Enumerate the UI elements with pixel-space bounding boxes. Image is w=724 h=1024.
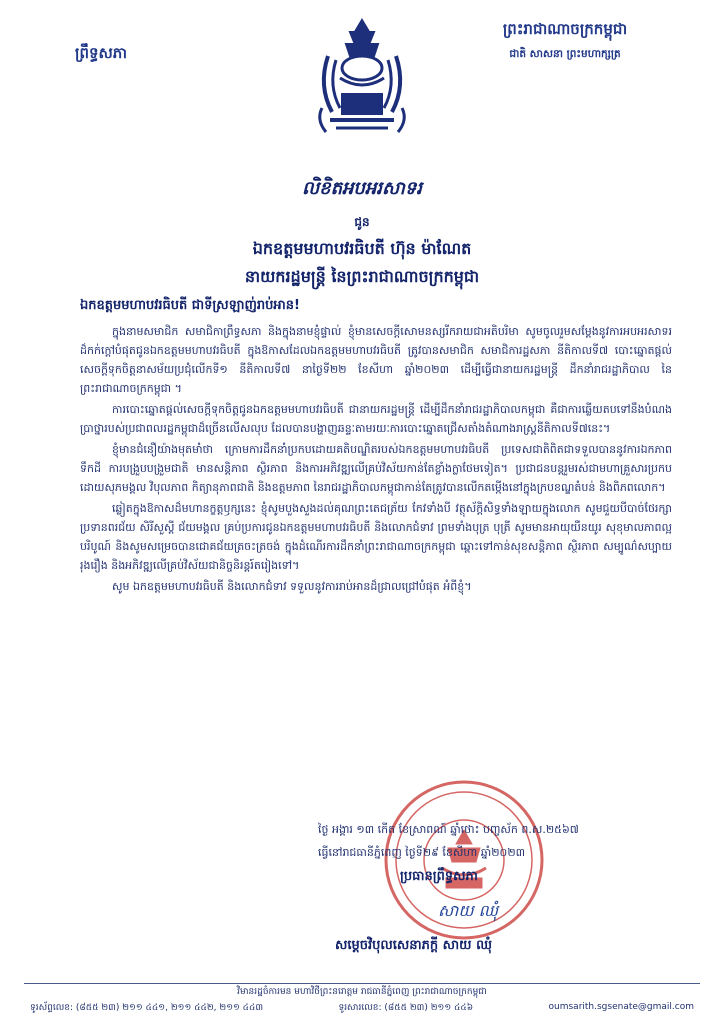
- signer-name: សម្តេចវិបុលសេនាភក្តី សាយ ឈុំ: [335, 938, 492, 953]
- footer-contact: [30, 1002, 694, 1015]
- paragraph-4: ឆ្លៀតក្នុងឱកាសដ៏មហានក្ខត្តឫក្សនេះ ខ្ញុំសូមបួងសួងដល់គុណព្រះតេជត្រ័យ កែវទាំងបី វត្ថុស័ក្តិសិទ្ធទាំងឡាយក្នុងលោក សូមជួយបីបាច់ថែរក្សាប្រទានពរជ័យ សិរីសួស្តី ជ័យមង្គល គ្រប់ប្រការជូនឯកឧត្តមមហាបវរធិបតី និងលោកជំទាវ ព្រមទាំងបុត្រ បុត្រី សូមមានអាយុយឺនយូរ សុខុមាលភាពល្អបរិបូណ៍ និងសូមសម្រេចបានជោគជ័យត្រចះត្រចង់ ក្នុងដំណើរការដឹកនាំព្រះរាជាណាចក្រកម្ពុជា ឆ្ពោះទៅកាន់សុខសន្តិភាព ស្ថិរភាព សម្បូណ៌សប្បាយ រុងរឿង និងអភិវឌ្ឍលើគ្រប់វិស័យជានិច្ចនិរន្តរ៍តរៀងទៅ។: [80, 502, 672, 572]
- paragraph-5: សូម ឯកឧត្តមមហាបវរធិបតី និងលោកជំទាវ ទទួលនូវការរាប់អានដ៏ជ្រាលជ្រៅបំផុត អំពីខ្ញុំ។: [112, 580, 472, 593]
- motto-label: ជាតិ សាសនា ព្រះមហាក្សត្រ: [509, 48, 621, 60]
- letter-body: [80, 322, 672, 598]
- paragraph-2: ការបោះឆ្នោតផ្តល់សេចក្តីទុកចិត្តជូនឯកឧត្តមមហាបវរធិបតី ជានាយករដ្ឋមន្ត្រី ដើម្បីដឹកនាំរាជរដ្ឋាភិបាលកម្ពុជា គឺជាការឆ្លើយតបទៅនឹងបំណងប្រាថ្នារបស់ប្រជាពលរដ្ឋកម្ពុជាដ៏ច្រើនលើសលុប ដែលបានបង្ហាញឆន្ទៈតាមរយៈការបោះឆ្នោតជ្រើសតាំងតំណាងរាស្ត្រនីតិកាលទី៧នេះ។: [80, 403, 672, 435]
- recipient-to: ជូន: [354, 215, 370, 229]
- lunar-date: ថ្ងៃ អង្គារ ១៣ កើត ខែស្រាពណ៍ ឆ្នាំថោះ បញ្ចស័ក ព.ស.២៥៦៧: [318, 823, 579, 836]
- footer-phone: ទូរស័ព្ទលេខ: (៨៥៥ ២៣) ២១១ ៤៤១, ២១១ ៤៤២, ២១១ ៤៤៣: [30, 1003, 264, 1013]
- paragraph-3: ខ្ញុំមានជំនឿយ៉ាងមុតមាំថា ក្រោមការដឹកនាំប្រកបដោយគតិបណ្ឌិតរបស់ឯកឧត្តមមហាបវរធិបតី ប្រទេសជាតិពិតជាទទួលបាននូវការឯកភាពទឹកដី ការបង្រួបបង្រួមជាតិ មានសន្តិភាព ស្ថិរភាព និងការអភិវឌ្ឍលើគ្រប់វិស័យកាន់តែខ្លាំងក្លាថែមទៀត។ ប្រជាជនបន្តរួមរស់ជាមហាគ្រួសារប្រកបដោយសុភមង្គល វិបុលភាព កិត្យានុភាពជាតិ និងឧត្តមភាព នៃរាជរដ្ឋាភិបាលកម្ពុជាកាន់តែត្រូវបានលើកតម្កើងនៅក្នុងក្របខណ្ឌតំបន់ និងពិភពលោក។: [80, 443, 672, 494]
- recipient-position: នាយករដ្ឋមន្ត្រី នៃព្រះរាជាណាចក្រកម្ពុជា: [244, 267, 480, 286]
- handwritten-signature: សាយ ឈុំ: [438, 901, 499, 920]
- royal-emblem-icon: [310, 16, 414, 136]
- letter-title: លិខិតអបអរសាទរ: [302, 178, 422, 199]
- footer-email: oumsarith.sgsenate@gmail.com: [548, 1002, 694, 1012]
- footer-address: វិមានរដ្ឋចំការមន មហាវិថីព្រះនរោត្តម រាជធានីភ្នំពេញ ព្រះរាជាណាចក្រកម្ពុជា: [237, 987, 487, 997]
- date-block: [318, 818, 658, 864]
- footer-divider: [24, 983, 700, 984]
- greeting: ឯកឧត្តមមហាបវរធិបតី ជាទីស្រឡាញ់រាប់អាន!: [80, 298, 300, 313]
- recipient-name: ឯកឧត្តមមហាបវរធិបតី ហ៊ុន ម៉ាណែត: [252, 239, 472, 258]
- signer-title: ប្រធានព្រឹទ្ធសភា: [400, 869, 478, 884]
- paragraph-1: ក្នុងនាមសមាជិក សមាជិកាព្រឹទ្ធសភា និងក្នុងនាមខ្ញុំផ្ទាល់ ខ្ញុំមានសេចក្តីសោមនស្សរីករាយជាអតិបរិមា សូមចូលរួមសម្តែងនូវការអបអរសាទរដ៏កក់ក្តៅបំផុតជូនឯកឧត្តមមហាបវរធិបតី ក្នុងឱកាសដែលឯកឧត្តមមហាបវរធិបតី ត្រូវបានសមាជិក សមាជិការដ្ឋសភា នីតិកាលទី៧ បោះឆ្នោតផ្តល់សេចក្តីទុកចិត្តនាសម័យប្រជុំលើកទី១ នីតិកាលទី៧ នាថ្ងៃទី២២ ខែសីហា ឆ្នាំ២០២៣ ដើម្បីធ្វើជានាយករដ្ឋមន្ត្រី ដឹកនាំរាជរដ្ឋាភិបាល នៃព្រះរាជាណាចក្រកម្ពុជា ។: [80, 325, 672, 395]
- kingdom-label: ព្រះរាជាណាចក្រកម្ពុជា: [502, 20, 628, 38]
- solar-date: ធ្វើនៅរាជធានីភ្នំពេញ ថ្ងៃទី២៩ ខែសីហា ឆ្នាំ២០២៣: [318, 846, 526, 859]
- header-left-label: ព្រឹទ្ធសភា: [75, 44, 128, 62]
- footer-fax: ទូរសារលេខ: (៨៥៥ ២៣) ២១១ ៤៤៦: [338, 1003, 474, 1013]
- header-right: [440, 20, 690, 63]
